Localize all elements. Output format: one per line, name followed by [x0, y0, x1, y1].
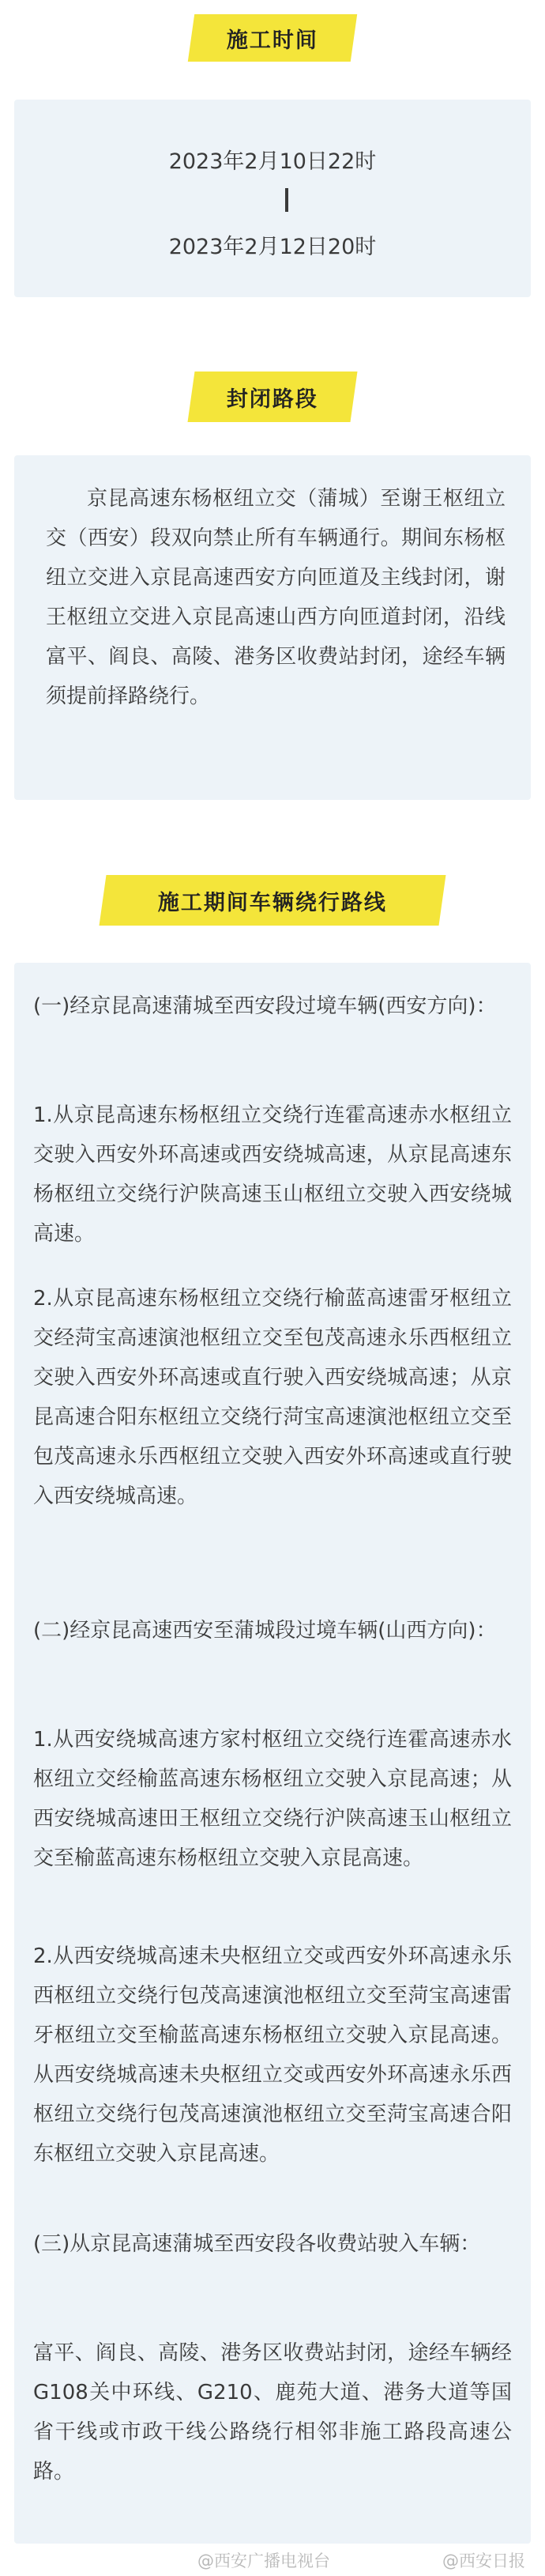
- detour-paragraph-3: 2.从京昆高速东杨枢纽立交绕行榆蓝高速雷牙枢纽立交经菏宝高速演池枢纽立交至包茂高速永乐西枢纽立交驶入西安外环高速或直行驶入西安绕城高速；从京昆高速合阳东枢纽立交绕行菏宝高速演池枢纽立交至包茂高速永乐西枢纽立交驶入西安外环高速或直行驶入西安绕城高速。: [33, 1287, 512, 1508]
- section-heading-time-label: 施工时间: [227, 28, 318, 53]
- closure-text: 京昆高速东杨枢纽立交（蒲城）至谢王枢纽立交（西安）段双向禁止所有车辆通行。期间东杨枢纽立交进入京昆高速西安方向匝道及主线封闭，谢王枢纽立交进入京昆高速山西方向匝道封闭，沿线富平、阎良、高陵、港务区收费站封闭，途经车辆须提前择路绕行。: [46, 487, 506, 708]
- footer-right-watermark: @西安日报: [442, 2551, 525, 2570]
- start-time: 2023年2月10日22时: [168, 149, 377, 174]
- detour-paragraph-6: 2.从西安绕城高速未央枢纽立交或西安外环高速永乐西枢纽立交绕行包茂高速演池枢纽立交至菏宝高速雷牙枢纽立交至榆蓝高速东杨枢纽立交驶入京昆高速。从西安绕城高速未央枢纽立交或西安外环高速永乐西枢纽立交绕行包茂高速演池枢纽立交至菏宝高速合阳东枢纽立交驶入京昆高速。: [33, 1944, 512, 2166]
- detour-paragraph-5: 1.从西安绕城高速方家村枢纽立交绕行连霍高速赤水枢纽立交经榆蓝高速东杨枢纽立交驶入京昆高速；从西安绕城高速田王枢纽立交绕行沪陕高速玉山枢纽立交至榆蓝高速东杨枢纽立交驶入京昆高速。: [33, 1728, 512, 1870]
- section-heading-detour: [100, 875, 446, 926]
- section-heading-closure: [188, 372, 358, 422]
- footer-left-watermark: @西安广播电视台: [197, 2551, 330, 2570]
- detour-paragraph-2: 1.从京昆高速东杨枢纽立交绕行连霍高速赤水枢纽立交驶入西安外环高速或西安绕城高速，从京昆高速东杨枢纽立交绕行沪陕高速玉山枢纽立交驶入西安绕城高速。: [33, 1103, 512, 1246]
- time-panel: [14, 100, 531, 297]
- section-heading-closure-label: 封闭路段: [227, 387, 318, 412]
- detour-paragraph-7: (三)从京昆高速蒲城至西安段各收费站驶入车辆：: [33, 2232, 481, 2256]
- detour-paragraph-4: (二)经京昆高速西安至蒲城段过境车辆(山西方向)：: [33, 1619, 497, 1643]
- detour-panel: [14, 963, 531, 2544]
- section-heading-time: [188, 14, 357, 62]
- detour-paragraph-8: 富平、阎良、高陵、港务区收费站封闭，途经车辆经G108关中环线、G210、鹿苑大道、港务大道等国省干线或市政干线公路绕行相邻非施工路段高速公路。: [33, 2341, 512, 2484]
- closure-panel: [14, 455, 531, 800]
- detour-paragraph-1: (一)经京昆高速蒲城至西安段过境车辆(西安方向)：: [33, 994, 497, 1018]
- end-time: 2023年2月12日20时: [168, 235, 377, 259]
- section-heading-detour-label: 施工期间车辆绕行路线: [158, 890, 387, 915]
- time-separator: [285, 188, 288, 212]
